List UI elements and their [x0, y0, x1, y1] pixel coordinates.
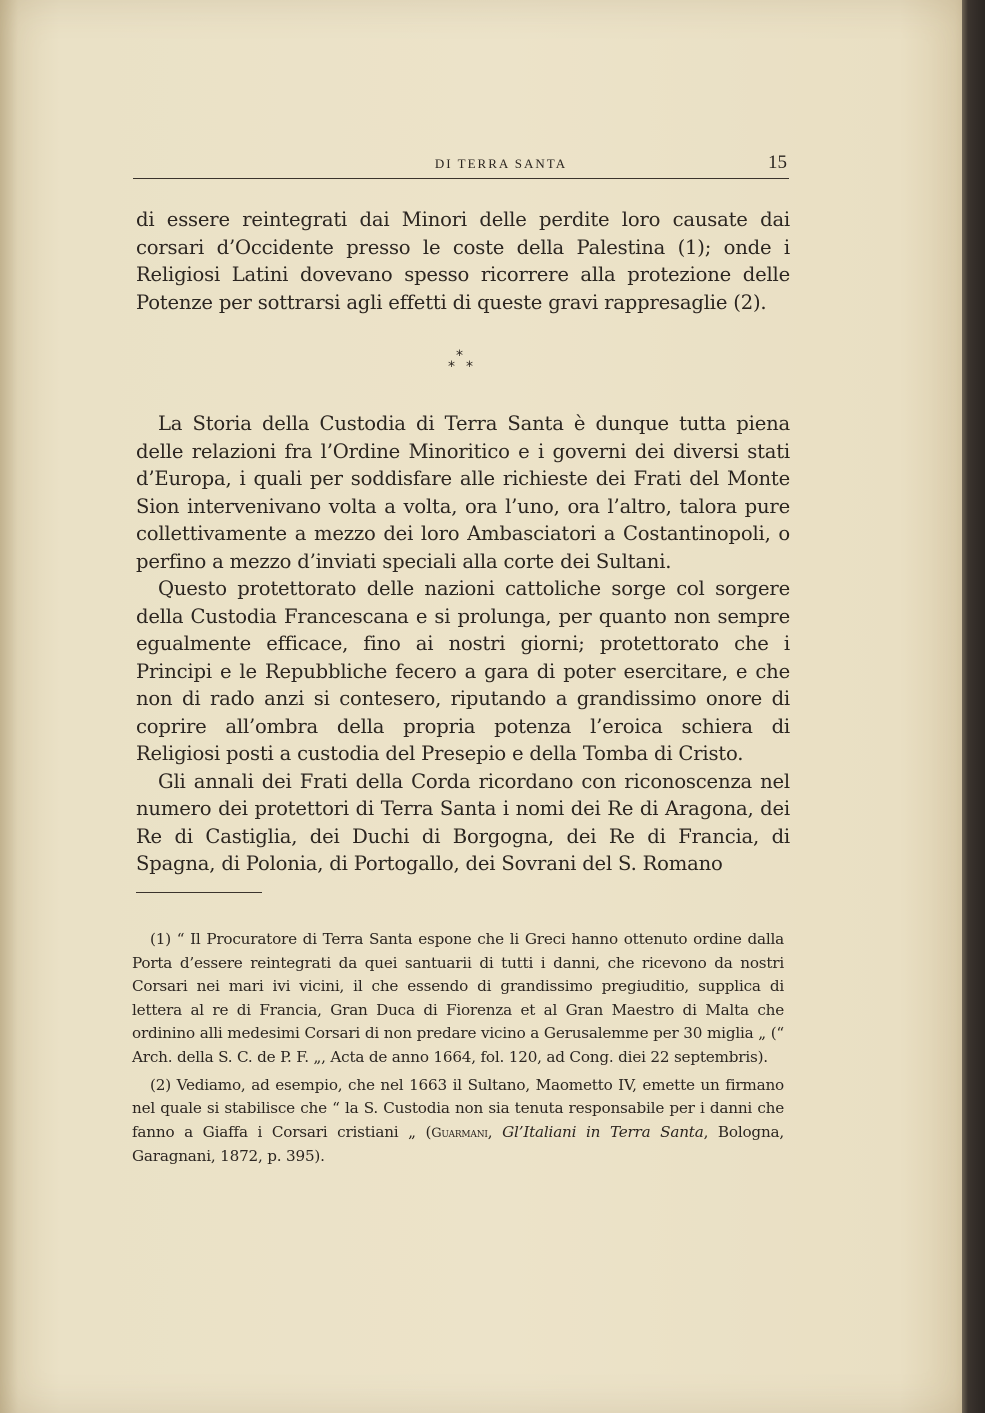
footnote-2 — [132, 1074, 784, 1169]
asterism-star-top: * — [456, 348, 463, 364]
footnote-2-author: Guarmani — [431, 1125, 488, 1141]
scan-edge — [962, 0, 985, 1413]
body-text-main — [136, 410, 790, 878]
paragraph-continuation: di essere reintegrati dai Minori delle perdite loro causate dai corsari d’Occidente presso le coste della Palestina (1); onde i Religiosi Latini dovevano spesso ricorrere alla protezione delle Potenze per sottrarsi agli effetti di queste gravi rappresaglie (2). — [136, 208, 790, 314]
paragraph-annali: Gli annali dei Frati della Corda ricordano con riconoscenza nel numero dei protettori di Terra Santa i nomi dei Re di Aragona, dei Re di Castiglia, dei Duchi di Borgogna, dei Re di Francia, di Spagna, di Polonia, di Portogallo, dei Sovrani del S. Romano — [136, 769, 790, 875]
footnote-1: (1) “ Il Procuratore di Terra Santa espone che li Greci hanno ottenuto ordine dalla Porta d’essere reintegrati da quei santuarii di tutti i danni, che ricevono da nostri Corsari nei mari ivi vicini, il che essendo di grandissimo pregiuditio, supplica di lettera al re di Francia, Gran Duca di Fiorenza et al Gran Maestro di Malta che ordinino alli medesimi Corsari di non predare vicino a Gerusalemme per 30 miglia „ (“ Arch. della S. C. de P. F. „, Acta de anno 1664, fol. 120, ad Cong. diei 22 septembris). — [132, 930, 784, 1066]
footnote-2-imprint: , Bologna, Garagnani, 1872, p. 395). — [132, 1122, 785, 1166]
running-header — [133, 152, 789, 179]
asterism-star-right: * — [466, 359, 473, 375]
body-text-top — [136, 206, 790, 316]
footnote-rule — [136, 892, 262, 893]
footnote-2-title: Gl’Italiani in Terra Santa — [502, 1122, 704, 1141]
footnote-2-text: (2) Vediamo, ad esempio, che nel 1663 il Sultano, Maometto IV, emette un firmano nel quale si stabilisce che “ la S. Custodia non sia tenuta responsabile per i danni che fanno a Giaffa i Corsari cristiani „ ( — [132, 1075, 784, 1141]
footnotes — [132, 928, 784, 1169]
paragraph-storia: La Storia della Custodia di Terra Santa è dunque tutta piena delle relazioni fra l’Ordine Minoritico e i governi dei diversi stati d’Europa, i quali per soddisfare alle richieste dei Frati del Monte Sion intervenivano volta a volta, ora l’uno, ora l’altro, talora pure collettivamente a mezzo dei loro Ambasciatori a Costantinopoli, o perfino a mezzo d’inviati speciali alla corte dei Sultani. — [136, 412, 790, 573]
page-number: 15 — [768, 152, 787, 173]
running-title: DI TERRA SANTA — [434, 156, 568, 171]
asterism-star-left: * — [448, 359, 455, 375]
paragraph-protettorato: Questo protettorato delle nazioni cattoliche sorge col sorgere della Custodia Francescana e si prolunga, per quanto non sempre egualmente efficace, fino ai nostri giorni; protettorato che i Principi e le Repubbliche fecero a gara di poter esercitare, e che non di rado anzi si contesero, riputando a grandissimo onore di coprire all’ombra della propria potenza l’eroica schiera di Religiosi posti a custodia del Presepio e della Tomba di Cristo. — [136, 577, 790, 765]
footnote-2-separator: , — [487, 1122, 503, 1141]
asterism-divider — [440, 346, 490, 378]
